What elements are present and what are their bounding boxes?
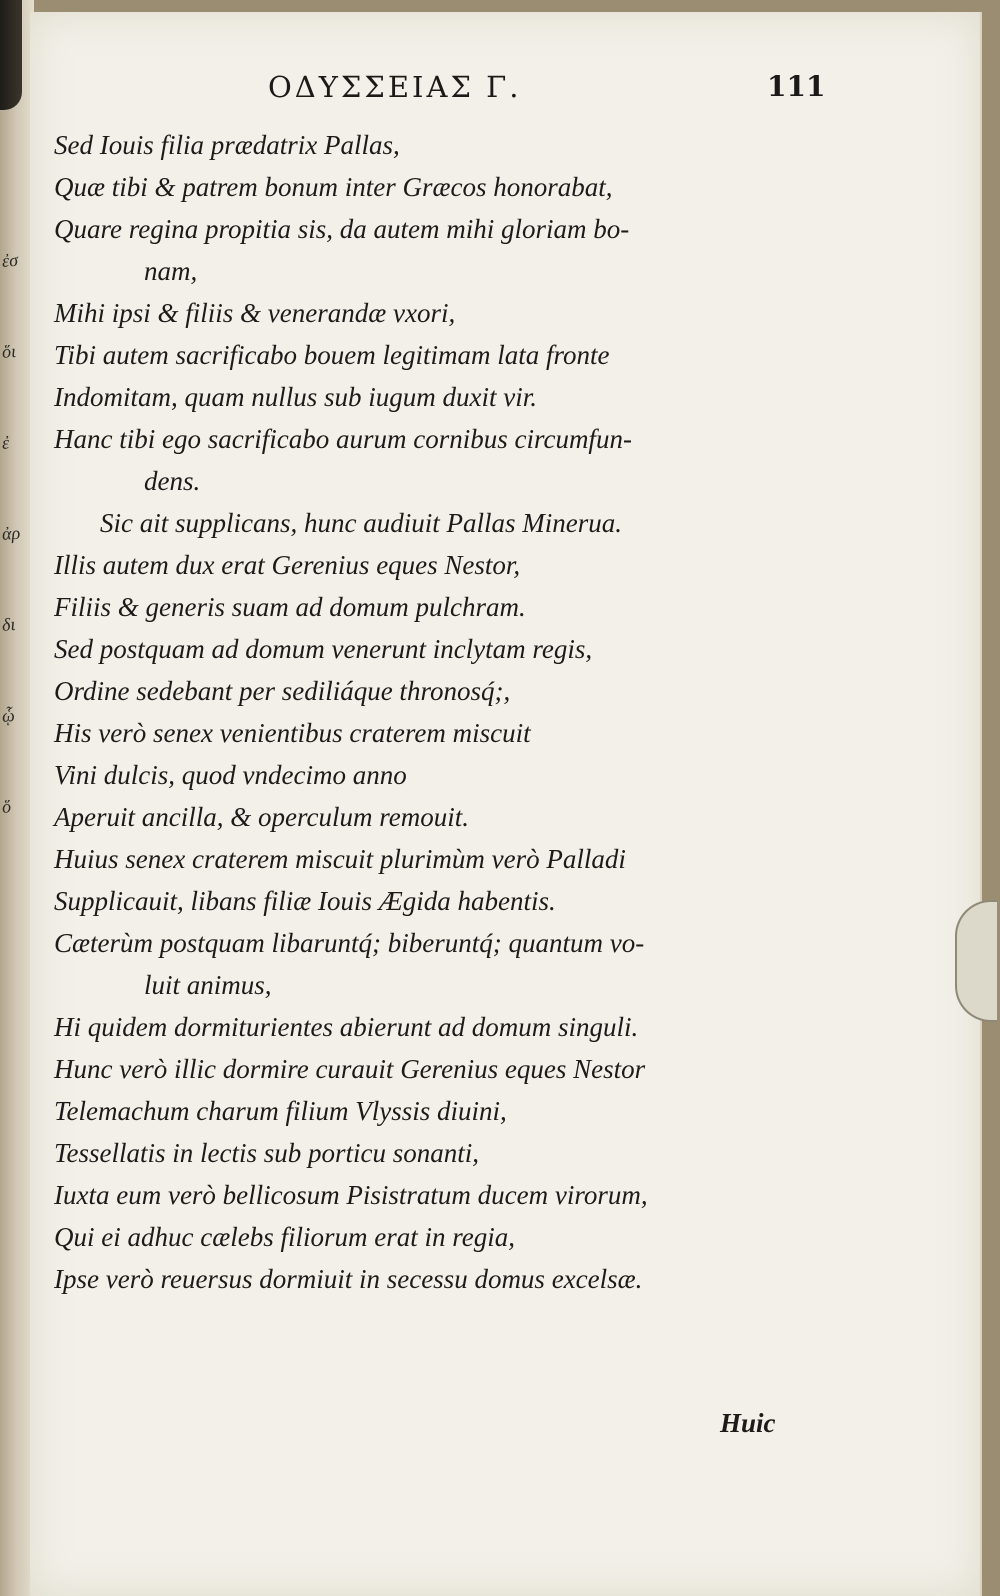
verse-line: Sed Iouis filia prædatrix Pallas,	[54, 130, 400, 160]
verse-line: Sed postquam ad domum venerunt inclytam regis,	[54, 634, 593, 664]
verse-line: luit animus,	[144, 970, 272, 1000]
verse-line: Hunc verò illic dormire curauit Gerenius eques Nestor	[54, 1054, 646, 1084]
verse-line: Filiis & generis suam ad domum pulchram.	[54, 592, 526, 622]
verse-line: Cæterùm postquam libaruntq́; biberuntq́; quantum vo-	[54, 928, 645, 958]
page-number: 111	[767, 70, 826, 103]
verse-line: Supplicauit, libans filiæ Iouis Ægida habentis.	[54, 886, 556, 916]
verse-line: Quæ tibi & patrem bonum inter Græcos honorabat,	[54, 172, 613, 202]
verse-line: nam,	[144, 256, 198, 286]
facing-page-glyph: ὅ	[1, 796, 12, 817]
verse-line: Sic ait supplicans, hunc audiuit Pallas Minerua.	[100, 508, 622, 538]
facing-page-glyph: δι	[1, 613, 17, 635]
binding-shadow	[0, 0, 22, 110]
page-header	[30, 70, 980, 110]
facing-page-glyph: ἐσ	[1, 249, 19, 271]
verse-line: Hi quidem dormiturientes abierunt ad domum singuli.	[54, 1012, 639, 1042]
verse-line: dens.	[144, 466, 201, 496]
verse-line: Hanc tibi ego sacrificabo aurum cornibus circumfun-	[54, 424, 632, 454]
facing-page-glyph: ἀρ	[1, 522, 21, 544]
verse-line: Mihi ipsi & filiis & venerandæ vxori,	[54, 298, 456, 328]
verse-line: Quare regina propitia sis, da autem mihi gloriam bo-	[54, 214, 630, 244]
verse-line: Ordine sedebant per sediliáque thronosq́;,	[54, 676, 511, 706]
verse-line: His verò senex venientibus craterem miscuit	[54, 718, 531, 748]
facing-page-glyph: ᾧ	[1, 705, 16, 726]
verse-line: Indomitam, quam nullus sub iugum duxit vir.	[54, 382, 537, 412]
verse-line: Iuxta eum verò bellicosum Pisistratum ducem virorum,	[54, 1180, 648, 1210]
catchword: Huic	[720, 1408, 776, 1438]
verse-line: Tibi autem sacrificabo bouem legitimam lata fronte	[54, 340, 610, 370]
running-title: ΟΔΥΣΣΕΙΑΣ Γ.	[268, 70, 522, 104]
verse-line: Tessellatis in lectis sub porticu sonanti,	[54, 1138, 480, 1168]
verse-line: Illis autem dux erat Gerenius eques Nestor,	[54, 550, 521, 580]
verse-line: Telemachum charum filium Vlyssis diuini,	[54, 1096, 507, 1126]
book-page	[30, 12, 982, 1596]
verse-line: Ipse verò reuersus dormiuit in secessu domus excelsæ.	[54, 1264, 643, 1294]
verse-line: Aperuit ancilla, & operculum remouit.	[54, 802, 469, 832]
verse-line: Huius senex craterem miscuit plurimùm verò Palladi	[54, 844, 626, 874]
facing-page-glyph: ὅι	[1, 340, 17, 362]
verse-line: Qui ei adhuc cælebs filiorum erat in regia,	[54, 1222, 515, 1252]
verse-line: Vini dulcis, quod vndecimo anno	[54, 760, 407, 790]
facing-page-glyphs	[2, 250, 28, 887]
facing-page-glyph: ἐ	[1, 432, 10, 453]
page-tab-marker	[955, 900, 997, 1022]
verse-text-block	[54, 124, 794, 1300]
